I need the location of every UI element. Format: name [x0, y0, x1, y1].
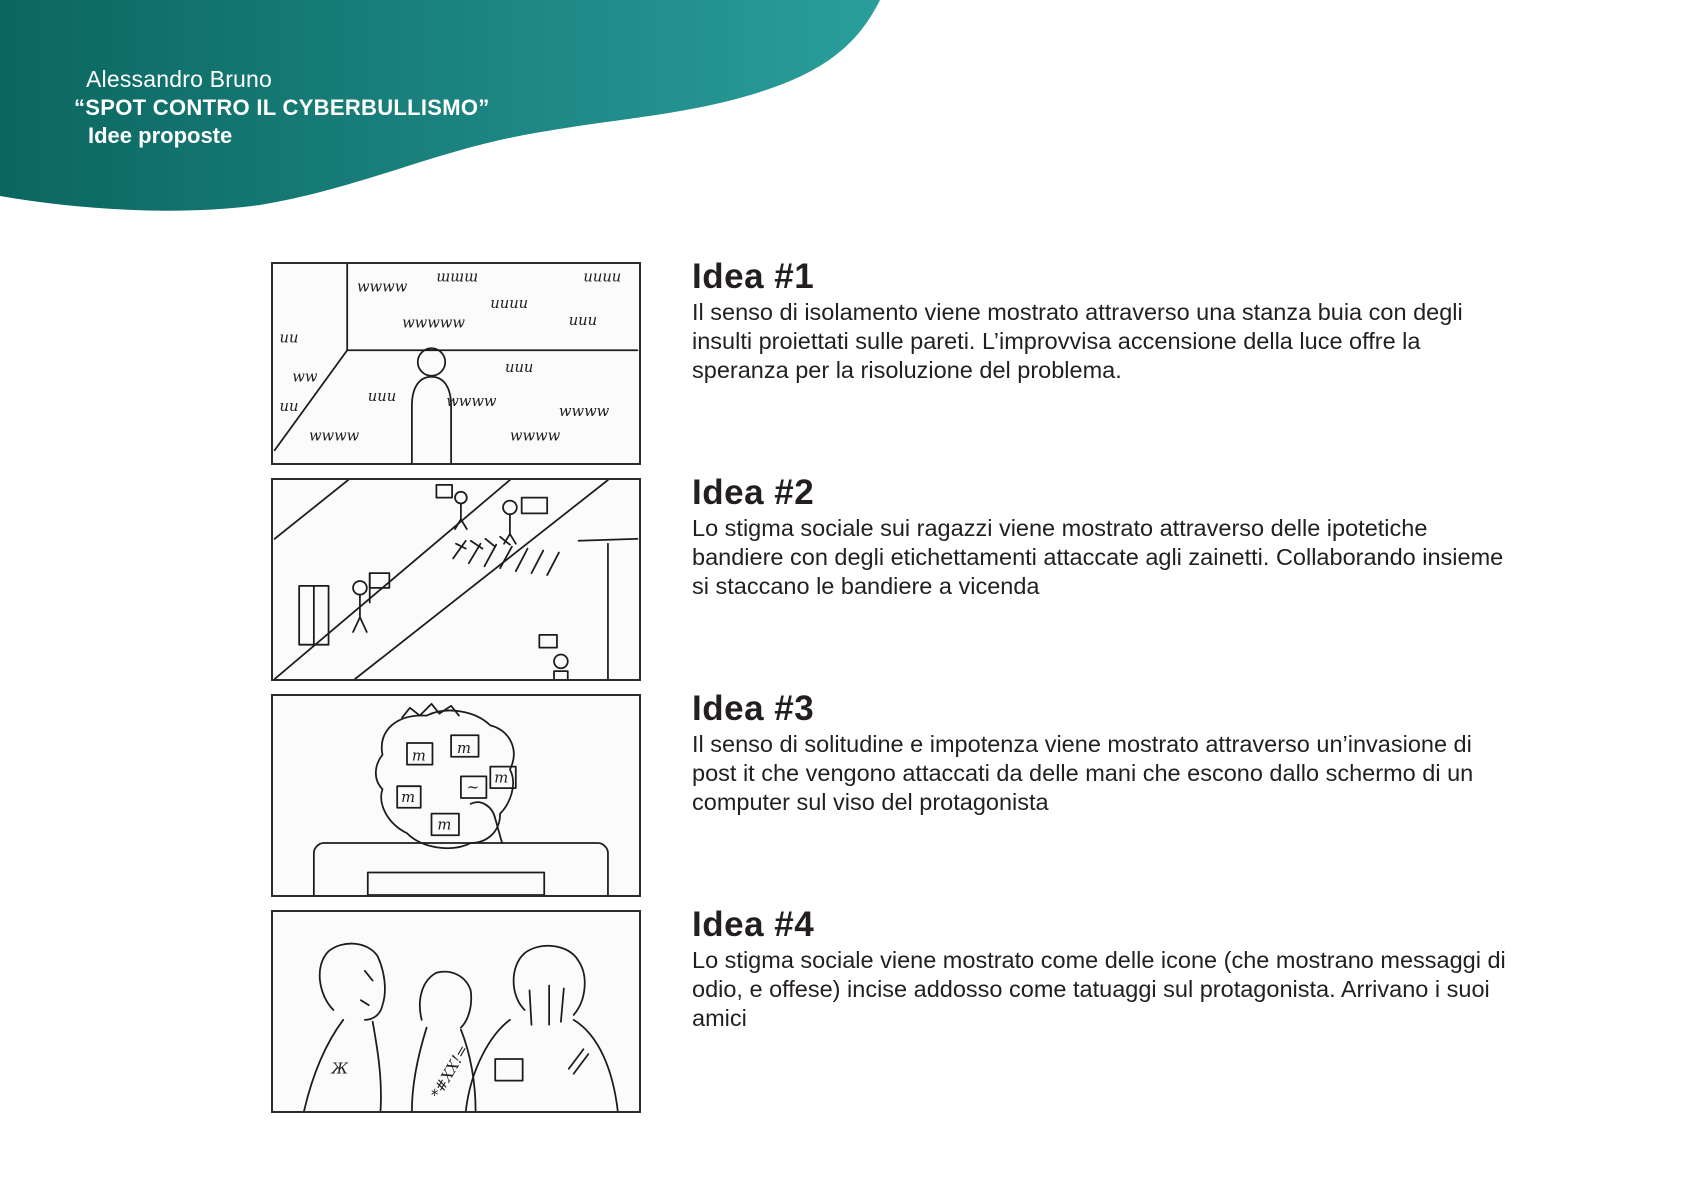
svg-text:m: m — [456, 739, 471, 757]
idea-title: Idea #3 — [692, 689, 815, 728]
svg-text:wwww: wwww — [558, 402, 610, 420]
sketch-panel-3 — [271, 694, 641, 897]
post-it-face-sketch — [273, 696, 639, 895]
svg-text:m: m — [494, 769, 509, 787]
svg-text:wwww: wwww — [308, 427, 360, 445]
svg-text:ɯɯɯ: ɯɯɯ — [436, 268, 479, 286]
svg-text:wwwww: wwwww — [402, 314, 465, 332]
svg-text:uu: uu — [279, 329, 299, 347]
idea-description: Lo stigma sociale viene mostrato come delle icone (che mostrano messaggi di odio, e offese) incise addosso come tatuaggi sul protagonista. Arrivano i suoi amici — [692, 947, 1506, 1031]
idea-title: Idea #4 — [692, 905, 815, 944]
sketch-panel-1 — [271, 262, 641, 465]
svg-text:m: m — [411, 747, 426, 765]
svg-text:wwww: wwww — [356, 278, 408, 296]
sketch-panel-2 — [271, 478, 641, 681]
dark-room-sketch — [273, 264, 639, 463]
svg-text:*#XX!=: *#XX!= — [428, 1041, 473, 1102]
idea-title: Idea #2 — [692, 473, 815, 512]
svg-text:wwww: wwww — [446, 393, 497, 411]
idea-2 — [692, 474, 1512, 601]
idea-description: Lo stigma sociale sui ragazzi viene mostrato attraverso delle ipotetiche bandiere con degli etichettamenti attaccate agli zainetti. Collaborando insieme si staccano le bandiere a vicenda — [692, 515, 1504, 599]
idea-description: Il senso di isolamento viene mostrato attraverso una stanza buia con degli insulti proiettati sulle pareti. L’improvvisa accensione della luce offre la speranza per la risoluzione del problema. — [692, 299, 1463, 383]
svg-text:~: ~ — [466, 779, 480, 797]
idea-1 — [692, 258, 1512, 385]
svg-text:uuuu: uuuu — [490, 295, 529, 313]
svg-text:uu: uu — [279, 398, 299, 416]
friends-tattoo-sketch — [273, 912, 639, 1111]
idea-4 — [692, 906, 1512, 1033]
sketch-panel-4 — [271, 910, 641, 1113]
svg-text:ww: ww — [292, 368, 318, 386]
author-name: Alessandro Bruno — [86, 66, 273, 92]
street-crossing-sketch — [273, 480, 639, 679]
document-title: “SPOT CONTRO IL CYBERBULLISMO” — [74, 95, 490, 120]
svg-text:wwww: wwww — [509, 427, 561, 445]
svg-text:uuu: uuu — [505, 358, 534, 376]
idea-title: Idea #1 — [692, 257, 815, 296]
svg-text:m: m — [437, 816, 452, 834]
svg-text:Ж: Ж — [331, 1060, 349, 1078]
header — [74, 66, 490, 149]
svg-text:uuuu: uuuu — [583, 268, 622, 286]
svg-text:m: m — [401, 788, 416, 806]
svg-text:uuu: uuu — [568, 311, 598, 329]
idea-3 — [692, 690, 1512, 817]
document-subtitle: Idee proposte — [88, 123, 233, 148]
idea-description: Il senso di solitudine e impotenza viene mostrato attraverso un’invasione di post it che vengono attaccati da delle mani che escono dallo schermo di un computer sul viso del protagonista — [692, 731, 1474, 815]
svg-text:uuu: uuu — [367, 388, 397, 406]
